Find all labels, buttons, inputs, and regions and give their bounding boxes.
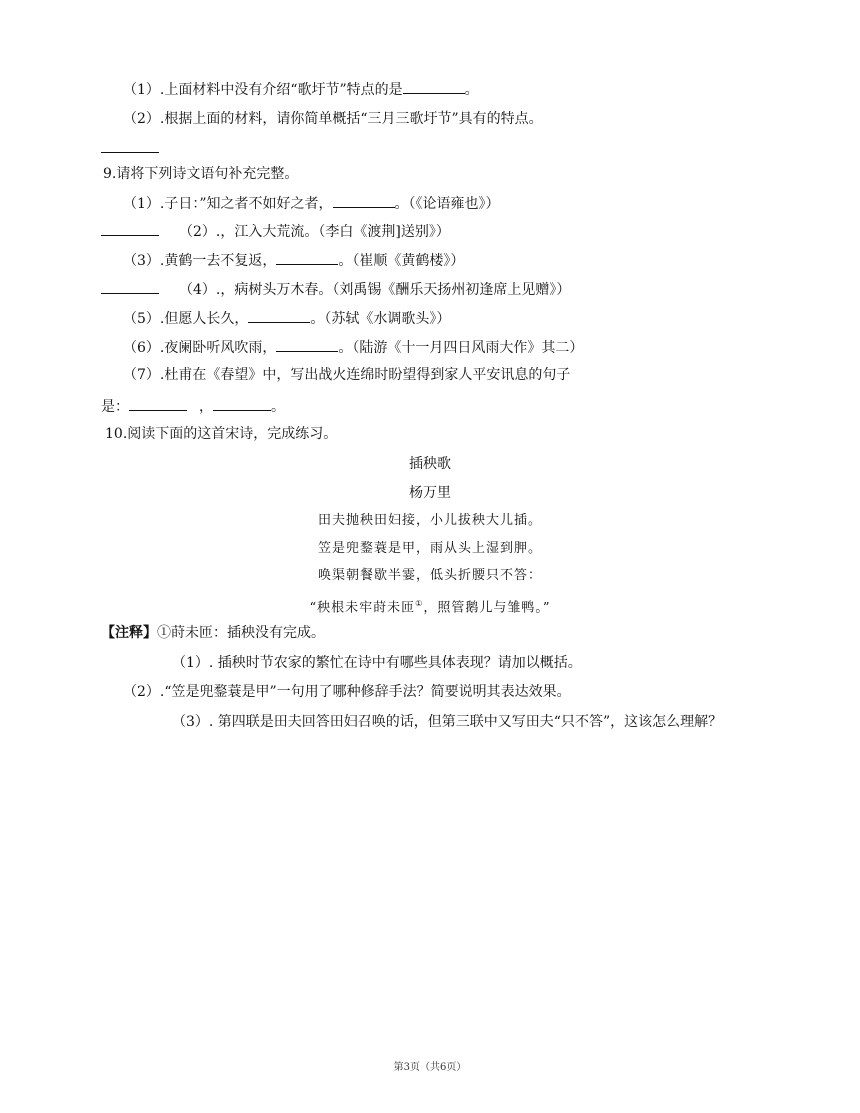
- answer-blank: [276, 337, 338, 352]
- q9-s4-text: （4）.，病树头万木春。（刘禹锡《酬乐天扬州初逢席上见赠》）: [179, 282, 571, 298]
- answer-blank: [129, 396, 187, 411]
- note-label: 【注释】: [101, 625, 157, 641]
- q10-sub1: （1）. 插秧时节农家的繁忙在诗中有哪些具体表现？请加以概括。: [172, 655, 582, 671]
- q9-s7-prefix: 是：: [101, 399, 129, 415]
- q9-s7-answer-line: [101, 396, 285, 416]
- poem-title: 插秧歌: [409, 456, 451, 472]
- answer-blank: [213, 396, 271, 411]
- answer-blank: [248, 308, 310, 323]
- q10-sub3: （3）. 第四联是田夫回答田妇召唤的话，但第三联中又写田夫“只不答”，这该怎么理解？: [172, 714, 723, 730]
- q9-s7-end: 。: [271, 399, 285, 415]
- q9-s3: [123, 250, 464, 270]
- answer-blank: [101, 279, 159, 294]
- page-footer: 第3页（共6页）: [393, 1062, 467, 1073]
- q9-s6-text: （6）.夜阑卧听风吹雨，: [123, 340, 277, 356]
- q9-s5-text: （5）.但愿人长久，: [123, 311, 249, 327]
- poem-note: [101, 624, 325, 642]
- q9-s4: [101, 279, 570, 299]
- q8-sub1: [123, 79, 479, 99]
- q9-s1-source: 。（《论语雍也》）: [394, 196, 500, 212]
- poem-line-4-a: “秧根未牢莳未匝: [309, 600, 416, 616]
- q9-s3-source: 。（崔顺《黄鹤楼》）: [338, 253, 465, 269]
- q9-s3-text: （3）.黄鹤一去不复返，: [123, 253, 277, 269]
- poem-author: 杨万里: [409, 485, 451, 501]
- poem-line-4-b: ，照管鹅儿与雏鸭。”: [423, 600, 551, 616]
- q9-title: 9.请将下列诗文语句补充完整。: [103, 166, 299, 182]
- q9-s2: [101, 221, 450, 241]
- q9-s6-source: 。（陆游《十一月四日风雨大作》其二）: [338, 340, 584, 356]
- q10-sub2: （2）.“笠是兜鍪蓑是甲”一句用了哪种修辞手法？简要说明其表达效果。: [123, 684, 571, 700]
- answer-blank: [101, 221, 159, 236]
- q9-s2-text: （2）.，江入大荒流。（李白《渡荆]送别》）: [179, 224, 450, 240]
- poem-line-3: 唤渠朝餐歇半霎，低头折腰只不答：: [317, 568, 542, 583]
- q9-s5: [123, 308, 450, 328]
- q9-s1-text: （1）.子日：”知之者不如好之者，: [123, 196, 333, 212]
- answer-blank: [333, 193, 395, 208]
- answer-blank: [403, 79, 465, 94]
- footnote-marker: ①: [415, 599, 424, 608]
- q8-sub1-end: 。: [464, 82, 479, 98]
- answer-blank: [101, 138, 159, 153]
- q10-title: 10.阅读下面的这首宋诗，完成练习。: [105, 426, 338, 442]
- poem-line-1: 田夫抛秧田妇接，小儿拔秧大儿插。: [317, 513, 542, 528]
- q9-s7: （7）.杜甫在《春望》中，写出战火连绵时盼望得到家人平安讯息的句子: [123, 367, 571, 383]
- q8-sub2-blank-line: [101, 138, 159, 158]
- poem-line-2: 笠是兜鍪蓑是甲，雨从头上湿到胛。: [317, 541, 542, 556]
- q8-sub2: （2）.根据上面的材料，请你简单概括“三月三歌圩节”具有的特点。: [123, 111, 543, 127]
- answer-blank: [276, 250, 338, 265]
- poem-line-4: [0, 595, 860, 617]
- q9-s7-comma: ，: [199, 399, 213, 415]
- q8-sub1-text: （1）.上面材料中没有介绍“歌圩节”特点的是: [123, 82, 403, 98]
- note-text: ①莳未匝：插秧没有完成。: [157, 625, 325, 641]
- q9-s6: [123, 337, 583, 357]
- q9-s1: [123, 193, 500, 213]
- q9-s5-source: 。（苏轼《水调歌头》）: [310, 311, 451, 327]
